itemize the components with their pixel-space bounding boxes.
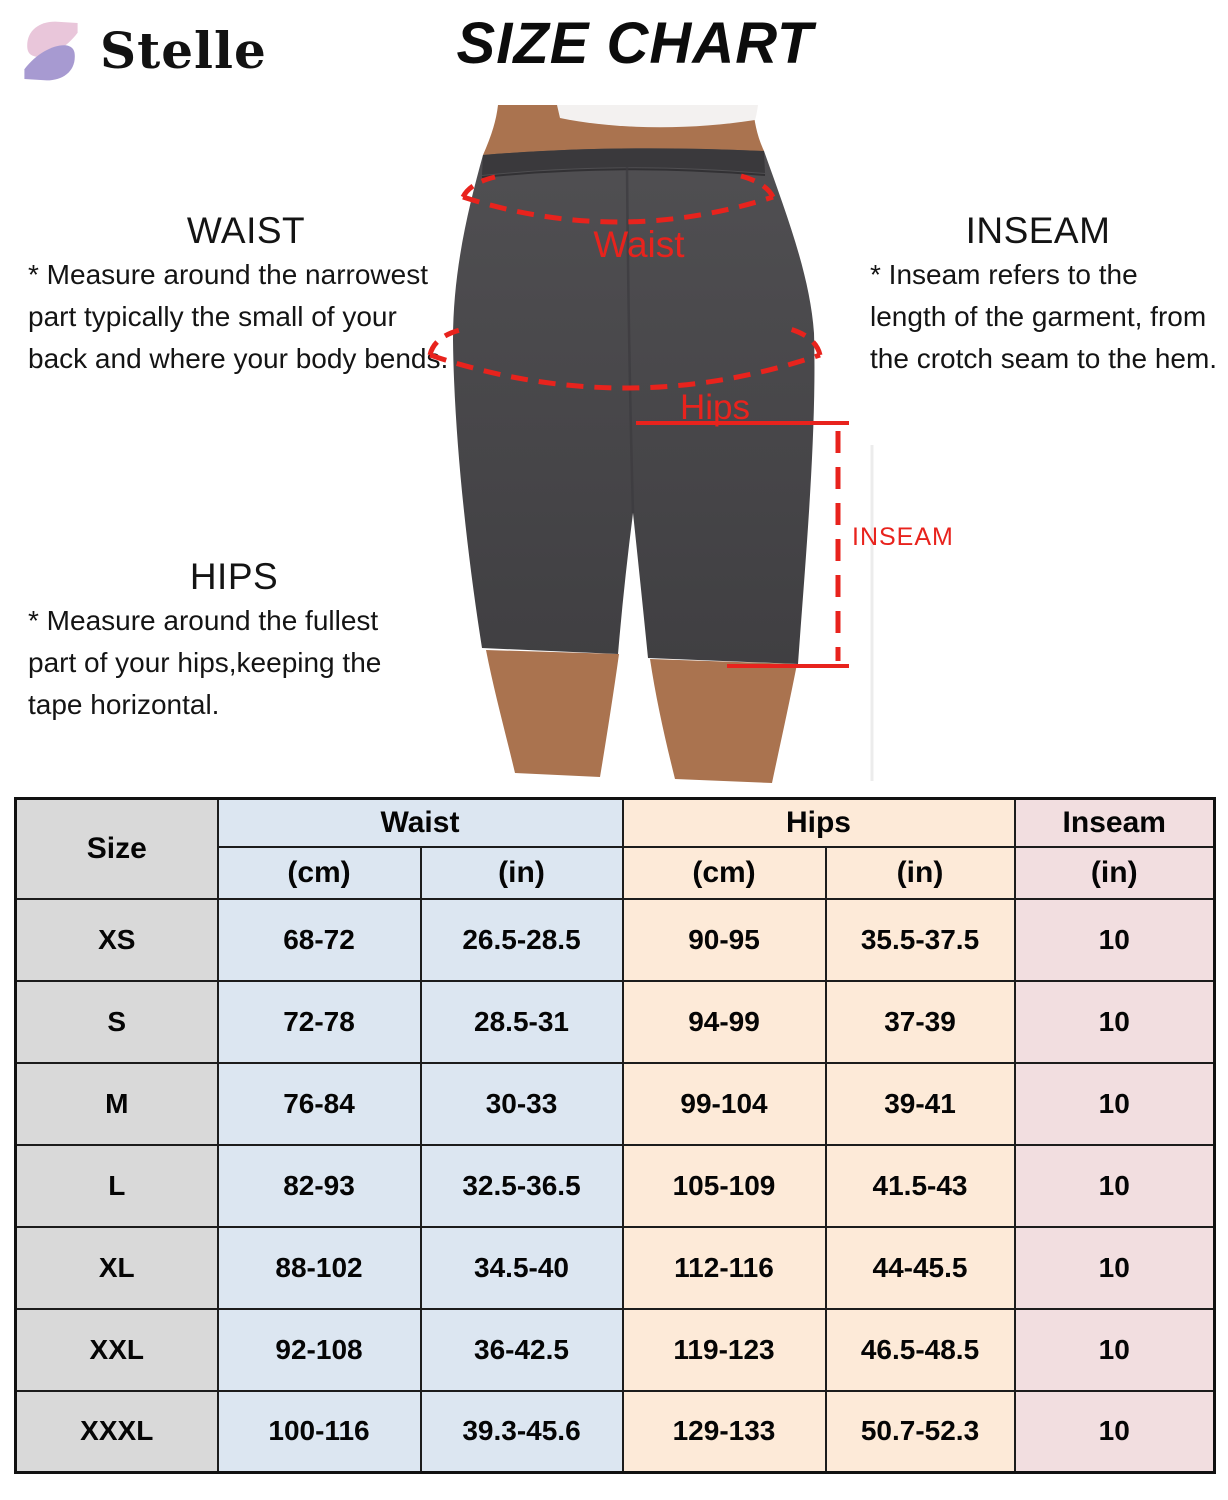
cell-size: XS [16, 899, 218, 981]
header-size: Size [16, 799, 218, 899]
cell-hips_cm: 119-123 [623, 1309, 826, 1391]
cell-waist_cm: 100-116 [218, 1391, 421, 1473]
cell-waist_cm: 76-84 [218, 1063, 421, 1145]
brand-logo-icon [16, 14, 86, 88]
header-inseam: Inseam [1015, 799, 1215, 847]
cell-waist_cm: 92-108 [218, 1309, 421, 1391]
left-leg [486, 650, 619, 777]
cell-hips_in: 44-45.5 [826, 1227, 1015, 1309]
cell-waist_cm: 68-72 [218, 899, 421, 981]
header-waist-in: (in) [421, 847, 623, 899]
cell-hips_cm: 99-104 [623, 1063, 826, 1145]
cell-size: XXXL [16, 1391, 218, 1473]
cell-size: XXL [16, 1309, 218, 1391]
cell-hips_cm: 105-109 [623, 1145, 826, 1227]
cell-hips_in: 35.5-37.5 [826, 899, 1015, 981]
brand-name: Stelle [100, 21, 267, 80]
cell-inseam_in: 10 [1015, 1227, 1215, 1309]
table-row [16, 1145, 1215, 1227]
hips-heading: HIPS [189, 556, 279, 597]
waist-instruction-text [28, 254, 464, 380]
size-table [14, 797, 1216, 1474]
cell-waist_cm: 72-78 [218, 981, 421, 1063]
right-leg [650, 659, 797, 783]
brand-logo [16, 14, 267, 88]
waist-heading: WAIST [186, 210, 306, 251]
table-row [16, 899, 1215, 981]
cell-hips_cm: 129-133 [623, 1391, 826, 1473]
hips-instruction [28, 556, 440, 726]
instruction-line: part of your hips,keeping the [28, 647, 382, 678]
cell-waist_cm: 82-93 [218, 1145, 421, 1227]
cell-waist_in: 28.5-31 [421, 981, 623, 1063]
cell-waist_in: 30-33 [421, 1063, 623, 1145]
cell-waist_in: 34.5-40 [421, 1227, 623, 1309]
cell-hips_cm: 112-116 [623, 1227, 826, 1309]
cell-inseam_in: 10 [1015, 1145, 1215, 1227]
header-inseam-in: (in) [1015, 847, 1215, 899]
size-table-body [16, 899, 1215, 1473]
header-waist: Waist [218, 799, 623, 847]
cell-size: M [16, 1063, 218, 1145]
cell-size: L [16, 1145, 218, 1227]
cell-inseam_in: 10 [1015, 1309, 1215, 1391]
cell-hips_in: 41.5-43 [826, 1145, 1015, 1227]
page-title: SIZE CHART [456, 11, 814, 76]
cell-waist_in: 36-42.5 [421, 1309, 623, 1391]
instruction-line: part typically the small of your [28, 301, 397, 332]
instruction-line: * Measure around the narrowest [28, 259, 428, 290]
inseam-heading: INSEAM [965, 210, 1111, 251]
table-row [16, 1227, 1215, 1309]
cell-hips_cm: 94-99 [623, 981, 826, 1063]
waist-instruction [28, 210, 464, 380]
cell-inseam_in: 10 [1015, 899, 1215, 981]
shorts-figure [420, 105, 980, 785]
table-row [16, 1391, 1215, 1473]
instruction-line: the crotch seam to the hem. [870, 343, 1218, 374]
cell-inseam_in: 10 [1015, 981, 1215, 1063]
instruction-line: back and where your body bends. [28, 343, 449, 374]
cell-hips_in: 39-41 [826, 1063, 1015, 1145]
cell-inseam_in: 10 [1015, 1063, 1215, 1145]
instruction-line: length of the garment, from [870, 301, 1207, 332]
cell-inseam_in: 10 [1015, 1391, 1215, 1473]
instruction-line: tape horizontal. [28, 689, 220, 720]
header-waist-cm: (cm) [218, 847, 421, 899]
instruction-line: * Measure around the fullest [28, 605, 379, 636]
table-row [16, 1309, 1215, 1391]
header-hips-in: (in) [826, 847, 1015, 899]
hips-annotation-label: Hips [679, 388, 751, 427]
waist-annotation-label: Waist [593, 224, 685, 265]
cell-hips_in: 37-39 [826, 981, 1015, 1063]
header-hips-cm: (cm) [623, 847, 826, 899]
cell-waist_in: 26.5-28.5 [421, 899, 623, 981]
product-photo [420, 105, 980, 785]
cell-waist_in: 39.3-45.6 [421, 1391, 623, 1473]
cell-hips_cm: 90-95 [623, 899, 826, 981]
cell-waist_cm: 88-102 [218, 1227, 421, 1309]
table-row [16, 981, 1215, 1063]
instruction-line: * Inseam refers to the [870, 259, 1138, 290]
size-table-header [16, 799, 1215, 899]
header-hips: Hips [623, 799, 1015, 847]
cell-size: XL [16, 1227, 218, 1309]
cell-waist_in: 32.5-36.5 [421, 1145, 623, 1227]
inseam-annotation-label: INSEAM [852, 523, 954, 551]
cell-size: S [16, 981, 218, 1063]
cell-hips_in: 50.7-52.3 [826, 1391, 1015, 1473]
cell-hips_in: 46.5-48.5 [826, 1309, 1015, 1391]
hips-instruction-text [28, 600, 440, 726]
table-row [16, 1063, 1215, 1145]
